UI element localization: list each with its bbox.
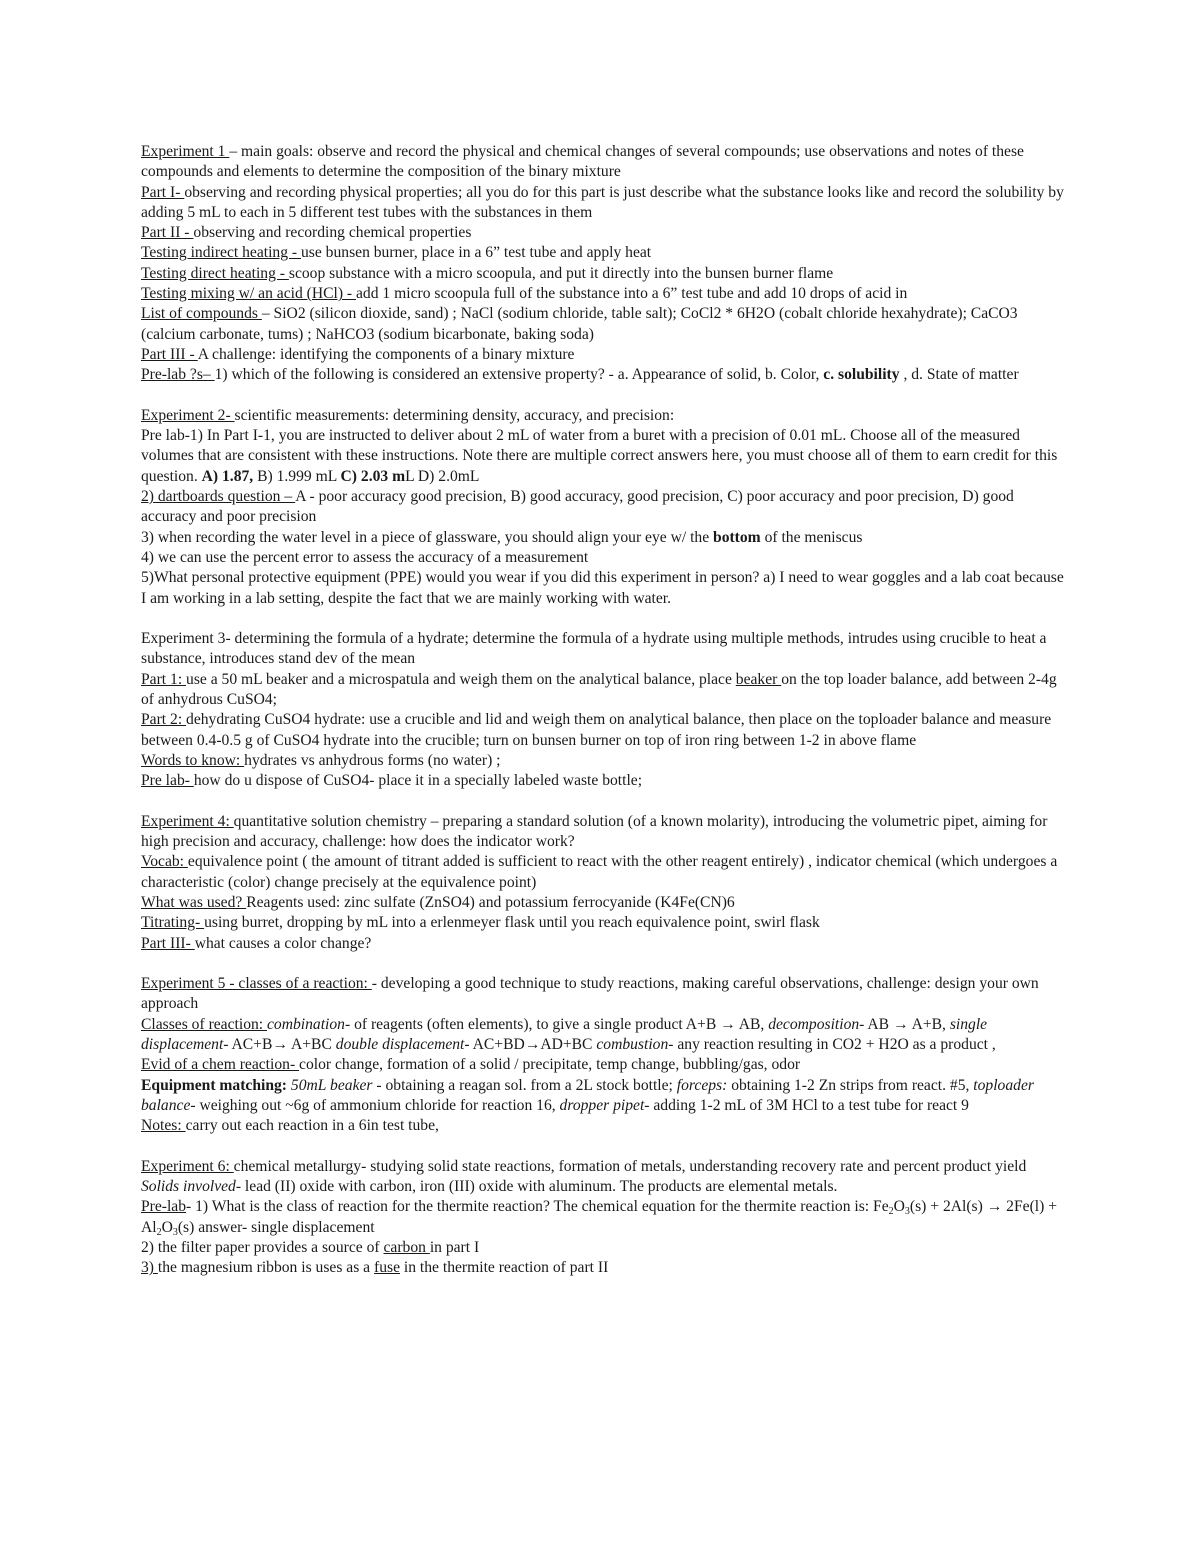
exp6-prelab xyxy=(141,1197,1066,1238)
class-decomposition-desc: - AB → A+B, xyxy=(859,1015,950,1033)
exp3-words xyxy=(141,751,1066,771)
exp4-part3-label: Part III- xyxy=(141,934,195,952)
titrating-text: using burret, dropping by mL into a erlenmeyer flask until you reach equivalence point, swirl flask xyxy=(204,914,820,932)
exp1-prelab-answer: c. solubility xyxy=(823,366,900,384)
exp6-goals: chemical metallurgy- studying solid state reactions, formation of metals, understanding recovery rate and percent product yield xyxy=(233,1157,1027,1175)
dartboards-text: A - poor accuracy good precision, B) good accuracy, good precision, C) poor accuracy and poor precision, D) good accuracy and poor precision xyxy=(141,488,1014,526)
exp2-q3-end: of the meniscus xyxy=(760,528,863,546)
equip-beaker-desc: - obtaining a reagan sol. from a 2L stock bottle; xyxy=(372,1076,677,1094)
exp6-intro xyxy=(141,1157,1066,1177)
equip-dropper: dropper pipet xyxy=(559,1096,645,1114)
class-single-displacement-desc: - AC+B→ A+BC xyxy=(223,1036,336,1054)
exp1-prelab xyxy=(141,365,1066,385)
class-combination-desc: - of reagents (often elements), to give a single product A+B → AB, xyxy=(344,1015,769,1033)
exp1-part3 xyxy=(141,345,1066,365)
words-to-know-label: Words to know: xyxy=(141,751,245,769)
eq-answer: (s) answer- single displacement xyxy=(177,1218,375,1236)
exp2-q1-answer-c: C) 2.03 m xyxy=(340,467,406,485)
exp4-used xyxy=(141,893,1066,913)
compounds-label: List of compounds xyxy=(141,305,262,323)
exp5-notes xyxy=(141,1116,1066,1136)
exp6-q2-end: in part I xyxy=(429,1239,480,1257)
exp4-titrating xyxy=(141,913,1066,933)
exp3-prelab-label: Pre lab- xyxy=(141,772,194,790)
exp2-q3 xyxy=(141,528,1066,548)
notes-text: carry out each reaction in a 6in test tube, xyxy=(185,1117,439,1135)
titrating-label: Titrating- xyxy=(141,914,205,932)
exp3-part2-text: dehydrating CuSO4 hydrate: use a crucible and lid and weigh them on analytical balance, then place on the toploader balance and measure between 0.4-0.5 g of CuSO4 hydrate into the crucible; turn on bunsen burner on top of iron ring between 1-2 in above flame xyxy=(141,711,1052,749)
exp3-prelab-text: how do u dispose of CuSO4- place it in a specially labeled waste bottle; xyxy=(193,772,643,790)
sub-2b: 2 xyxy=(156,1226,162,1238)
compounds-text: – SiO2 (silicon dioxide, sand) ; NaCl (sodium chloride, table salt); CoCl2 * 6H2O (cobalt chloride hexahydrate); CaCO3 (calcium carbonate, tums) ; NaHCO3 (sodium bicarbonate, baking soda) xyxy=(141,305,1018,343)
exp2-q1 xyxy=(141,426,1066,487)
exp2-q2 xyxy=(141,487,1066,528)
exp2-q1-option-d: L D) 2.0mL xyxy=(405,467,480,485)
solids-label: Solids involved xyxy=(141,1178,236,1196)
exp4-goals: quantitative solution chemistry – preparing a standard solution (of a known molarity), introducing the volumetric pipet, aiming for high precision and accuracy, challenge: how does the indicator work? xyxy=(141,812,1048,851)
sub-2: 2 xyxy=(888,1206,894,1218)
exp1-part3-label: Part III - xyxy=(141,345,198,363)
exp1-prelab-label: Pre-lab ?s– xyxy=(141,366,215,384)
exp1-goals: – main goals: observe and record the physical and chemical changes of several compounds; use observations and notes of these compounds and elements to determine the composition of the binary mixture xyxy=(141,143,1024,181)
vocab-text: equivalence point ( the amount of titrant added is sufficient to react with the other reagent entirely) , indicator chemical (which undergoes a characteristic (color) change precisely at the equivalence point) xyxy=(141,853,1058,891)
evidence-label: Evid of a chem reaction- xyxy=(141,1056,300,1074)
exp4-intro xyxy=(141,812,1066,853)
exp1-part1-label: Part I- xyxy=(141,183,185,201)
exp3-intro: Experiment 3- determining the formula of a hydrate; determine the formula of a hydrate using multiple methods, intrudes using crucible to heat a substance, introduces stand dev of the mean xyxy=(141,630,1047,668)
class-single-displacement: single displacement xyxy=(141,1015,988,1054)
exp2-heading: Experiment 2- xyxy=(141,406,235,424)
equip-dropper-desc: - adding 1-2 mL of 3M HCl to a test tube for react 9 xyxy=(644,1096,969,1114)
exp6-q3 xyxy=(141,1258,1066,1278)
exp5-evidence xyxy=(141,1055,1066,1075)
class-combustion: combustion xyxy=(596,1036,669,1054)
exp6-q3-end: in the thermite reaction of part II xyxy=(400,1259,609,1277)
eq-mid: (s) + 2Al(s) → 2Fe(l) + Al xyxy=(141,1198,1057,1236)
equipment-label: Equipment matching: xyxy=(141,1076,291,1094)
exp6-q2-text: 2) the filter paper provides a source of xyxy=(141,1239,384,1257)
direct-heating-label: Testing direct heating - xyxy=(141,264,289,282)
exp2-q1-answer-a: A) 1.87, xyxy=(201,467,254,485)
indirect-heating-text: use bunsen burner, place in a 6” test tube and apply heat xyxy=(301,244,652,262)
exp2-q3-text: 3) when recording the water level in a piece of glassware, you should align your eye w/ the xyxy=(141,528,714,546)
exp1-heading: Experiment 1 xyxy=(141,143,230,160)
exp3-part2 xyxy=(141,710,1066,751)
exp3-part1-end: on the top loader balance, add between 2-4g of anhydrous CuSO4; xyxy=(141,670,1057,709)
sub-3: 3 xyxy=(904,1206,910,1218)
notes-body xyxy=(141,142,1066,1279)
acid-mixing-text: add 1 micro scoopula full of the substance into a 6” test tube and add 10 drops of acid in xyxy=(356,285,908,303)
sub-3b: 3 xyxy=(172,1226,178,1238)
eq-o2: O xyxy=(161,1218,173,1236)
exp1-part1-text: observing and recording physical properties; all you do for this part is just describe what the substance looks like and record the solubility by adding 5 mL to each in 5 different test tubes with the substances in them xyxy=(141,183,1064,221)
words-to-know-text: hydrates vs anhydrous forms (no water) ; xyxy=(244,751,501,769)
exp6-q3-text: the magnesium ribbon is uses as a xyxy=(157,1259,375,1277)
exp5-intro xyxy=(141,974,1066,1015)
exp6-prelab-label: Pre-lab xyxy=(141,1198,187,1216)
class-double-displacement: double displacement xyxy=(335,1036,465,1054)
class-combustion-desc: - any reaction resulting in CO2 + H2O as a product , xyxy=(668,1036,996,1054)
exp3-part1 xyxy=(141,670,1066,711)
exp4-part3-text: what causes a color change? xyxy=(194,934,372,952)
exp1-part3-text: A challenge: identifying the components of a binary mixture xyxy=(197,345,575,363)
exp1-part2 xyxy=(141,223,1066,243)
exp1-prelab-option-d: , d. State of matter xyxy=(899,366,1019,384)
exp3-part1-beaker: beaker xyxy=(735,670,782,688)
exp3-part1-text: use a 50 mL beaker and a microspatula and weigh them on the analytical balance, place xyxy=(186,670,736,688)
eq-o: O xyxy=(893,1198,905,1216)
what-was-used-text: Reagents used: zinc sulfate (ZnSO4) and potassium ferrocyanide (K4Fe(CN)6 xyxy=(246,893,735,911)
class-double-displacement-desc: - AC+BD→AD+BC xyxy=(464,1036,597,1054)
exp5-goals: - developing a good technique to study reactions, making careful observations, challenge: design your own approach xyxy=(141,975,1039,1013)
exp5-heading: Experiment 5 - classes of a reaction: xyxy=(141,975,372,993)
acid-mixing-label: Testing mixing w/ an acid (HCl) - xyxy=(141,285,357,303)
exp1-indirect-heating xyxy=(141,243,1066,263)
exp3-prelab xyxy=(141,771,1066,791)
exp3-part1-label: Part 1: xyxy=(141,670,187,688)
exp1-intro xyxy=(141,142,1066,183)
exp1-part2-text: observing and recording chemical properties xyxy=(193,224,472,242)
exp6-q3-number: 3) xyxy=(141,1259,158,1277)
equip-toploader-desc: - weighing out ~6g of ammonium chloride for reaction 16, xyxy=(190,1096,560,1114)
exp1-acid-mixing xyxy=(141,284,1066,304)
equip-beaker: 50mL beaker xyxy=(290,1076,373,1094)
evidence-text: color change, formation of a solid / precipitate, temp change, bubbling/gas, odor xyxy=(299,1056,801,1074)
indirect-heating-label: Testing indirect heating - xyxy=(141,244,301,262)
exp6-q2 xyxy=(141,1238,1066,1258)
exp6-q3-fuse: fuse xyxy=(374,1259,400,1277)
what-was-used-label: What was used? xyxy=(141,893,247,911)
exp6-q2-carbon: carbon xyxy=(383,1239,430,1257)
exp4-heading: Experiment 4: xyxy=(141,812,234,830)
classes-label: Classes of reaction: xyxy=(141,1015,268,1033)
exp2-q5: 5)What personal protective equipment (PPE) would you wear if you did this experiment in person? a) I need to wear goggles and a lab coat because I am working in a lab setting, despite the fact that we are mainly working with water. xyxy=(141,569,1064,607)
exp2-q1-text: Pre lab-1) In Part I-1, you are instructed to deliver about 2 mL of water from a buret with a precision of 0.01 mL. Choose all of the measured volumes that are consistent with these instructions. Note there are multiple correct answers here, you must choose all of them to earn credit for this question. xyxy=(141,427,1058,485)
exp6-heading: Experiment 6: xyxy=(141,1157,234,1175)
exp1-prelab-question: 1) which of the following is considered an extensive property? - a. Appearance of solid, b. Color, xyxy=(214,366,824,384)
exp2-q3-answer: bottom xyxy=(713,528,761,546)
exp2-intro xyxy=(141,406,1066,426)
notes-label: Notes: xyxy=(141,1117,186,1135)
vocab-label: Vocab: xyxy=(141,853,188,871)
exp3-part2-label: Part 2: xyxy=(141,711,187,729)
dartboards-label: 2) dartboards question – xyxy=(141,488,296,506)
exp1-part2-label: Part II - xyxy=(141,224,194,242)
exp6-prelab-text: - 1) What is the class of reaction for the thermite reaction? The chemical equation for the thermite reaction is: Fe xyxy=(186,1198,889,1216)
exp2-goals: scientific measurements: determining density, accuracy, and precision: xyxy=(234,406,675,424)
exp4-vocab xyxy=(141,852,1066,893)
class-combination: combination xyxy=(267,1015,345,1033)
exp1-direct-heating xyxy=(141,264,1066,284)
direct-heating-text: scoop substance with a micro scoopula, and put it directly into the bunsen burner flame xyxy=(288,264,834,282)
exp4-part3 xyxy=(141,934,1066,954)
class-decomposition: decomposition xyxy=(768,1015,860,1033)
exp6-solids xyxy=(141,1177,1066,1197)
solids-text: - lead (II) oxide with carbon, iron (III) oxide with aluminum. The products are elemental metals. xyxy=(235,1178,838,1196)
equip-forceps-desc: obtaining 1-2 Zn strips from react. #5, xyxy=(727,1076,974,1094)
equip-toploader: toploader balance xyxy=(141,1076,1034,1114)
exp1-part1 xyxy=(141,183,1066,224)
exp5-equipment xyxy=(141,1076,1066,1117)
exp2-q1-option-b: B) 1.999 mL xyxy=(253,467,341,485)
exp1-compounds xyxy=(141,304,1066,345)
exp2-q4: 4) we can use the percent error to assess the accuracy of a measurement xyxy=(141,548,589,566)
exp5-classes xyxy=(141,1015,1066,1056)
equip-forceps: forceps: xyxy=(676,1076,728,1094)
